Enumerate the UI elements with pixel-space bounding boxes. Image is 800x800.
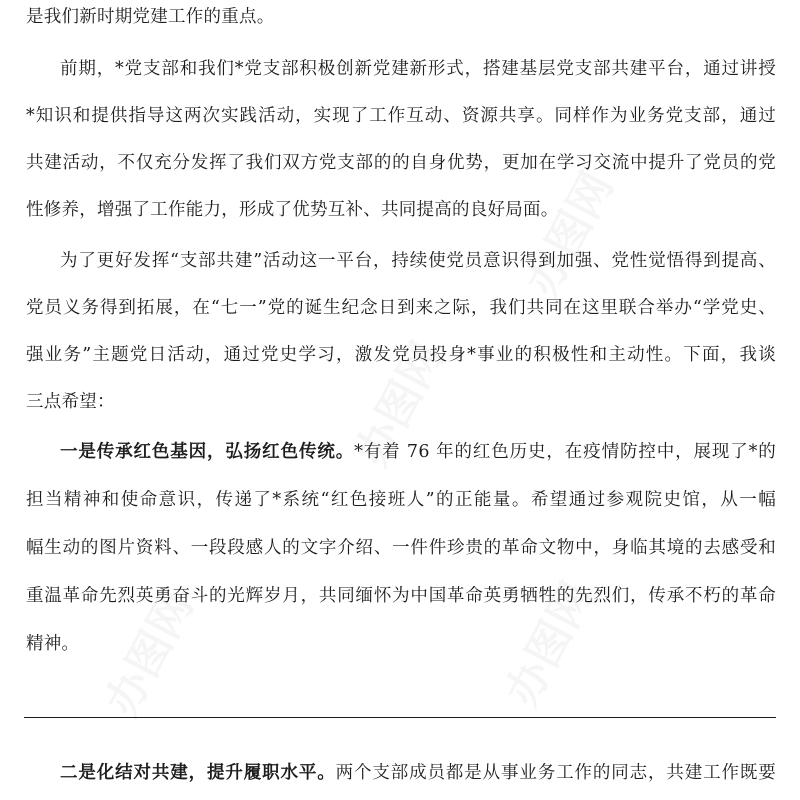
paragraph-line: 幅生动的图片资料、一段段感人的文字介绍、一件件珍贵的革命文物中，身临其境的去感受和 — [26, 538, 776, 558]
point-two-heading: 二是化结对共建，提升履职水平。 — [60, 763, 336, 783]
watermark: 办图网 — [346, 333, 454, 475]
paragraph-line: 三点希望： — [26, 392, 115, 412]
paragraph-line: 性修养，增强了工作能力，形成了优势互补、共同提高的良好局面。 — [26, 200, 559, 220]
paragraph-line: 担当精神和使命意识，传递了*系统“红色接班人”的正能量。希望通过参观院史馆，从一幅 — [26, 490, 776, 510]
point-one-heading: 一是传承红色基因，弘扬红色传统。 — [60, 442, 355, 462]
watermark: 办图网 — [96, 583, 204, 725]
paragraph-line: 为了更好发挥“支部共建”活动这一平台，持续使党员意识得到加强、党性觉悟得到提高、 — [60, 251, 776, 271]
paragraph-line: 重温革命先烈英勇奋斗的光辉岁月，共同缅怀为中国革命英勇牺牲的先烈们，传承不朽的革命 — [26, 586, 776, 606]
point-two-text: 两个支部成员都是从事业务工作的同志，共建工作既要 — [335, 763, 776, 783]
paragraph-line: 强业务”主题党日活动，通过党史学习，激发党员投身*事业的积极性和主动性。下面，我谈 — [26, 345, 776, 365]
paragraph-line: 党员义务得到拓展，在“七一”党的诞生纪念日到来之际，我们共同在这里联合举办“学党史、 — [26, 298, 776, 318]
watermark: 办图网 — [516, 163, 624, 305]
paragraph-line: 是我们新时期党建工作的重点。 — [26, 7, 275, 27]
watermark: 办图网 — [496, 573, 604, 715]
paragraph-line: 精神。 — [26, 634, 80, 654]
paragraph-line: 前期，*党支部和我们*党支部积极创新党建新形式，搭建基层党支部共建平台，通过讲授 — [60, 59, 776, 79]
point-one-first-line — [60, 440, 776, 464]
point-one-text: *有着 76 年的红色历史，在疫情防控中，展现了*的 — [354, 442, 776, 462]
page-divider — [24, 717, 776, 718]
paragraph-line: *知识和提供指导这两次实践活动，实现了工作互动、资源共享。同样作为业务党支部，通过 — [26, 106, 776, 126]
paragraph-line: 共建活动，不仅充分发挥了我们双方党支部的的自身优势，更加在学习交流中提升了党员的党 — [26, 153, 776, 173]
point-two-first-line — [60, 761, 776, 785]
